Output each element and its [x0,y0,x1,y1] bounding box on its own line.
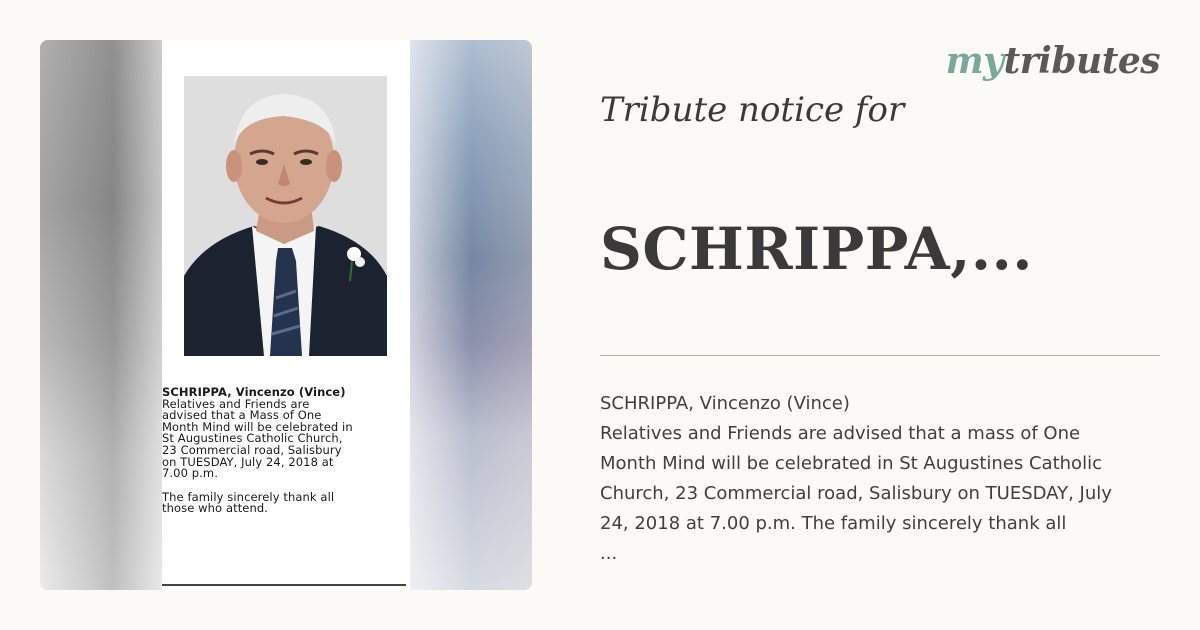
blurred-background-right [410,40,532,590]
divider [600,355,1160,356]
notice-line: 23 Commercial road, Salisbury [162,442,342,457]
deceased-name-title: SCHRIPPA,... [600,215,1033,283]
blurred-background-left [40,40,162,590]
notice-name: SCHRIPPA, Vincenzo (Vince) [162,385,346,399]
excerpt-line: SCHRIPPA, Vincenzo (Vince) [600,393,850,414]
newspaper-notice [162,40,410,590]
notice-bottom-rule [162,584,406,586]
notice-line: Month Mind will be celebrated in [162,419,353,434]
notice-line: St Augustines Catholic Church, [162,431,343,446]
notice-text [162,387,408,515]
tribute-excerpt [600,389,1165,569]
logo-my: my [945,40,1004,82]
notice-line: 7.00 p.m. [162,466,218,481]
excerpt-line: 24, 2018 at 7.00 p.m. The family sincerely thank all [600,513,1067,534]
mytributes-logo [946,40,1160,82]
excerpt-line: Month Mind will be celebrated in St Augustines Catholic [600,453,1102,474]
notice-line: on TUESDAY, July 24, 2018 at [162,454,334,469]
notice-thanks-line: those who attend. [162,501,269,516]
excerpt-ellipsis: ... [600,543,618,564]
page-subtitle: Tribute notice for [600,90,905,130]
excerpt-line: Relatives and Friends are advised that a mass of One [600,423,1081,444]
portrait-photo [184,76,387,356]
tribute-image-card [40,40,532,590]
excerpt-line: Church, 23 Commercial road, Salisbury on TUESDAY, July [600,483,1112,504]
notice-line: advised that a Mass of One [162,408,322,423]
notice-line: Relatives and Friends are [162,396,310,411]
logo-tributes: tributes [1003,40,1160,82]
notice-thanks-line: The family sincerely thank all [162,489,335,504]
